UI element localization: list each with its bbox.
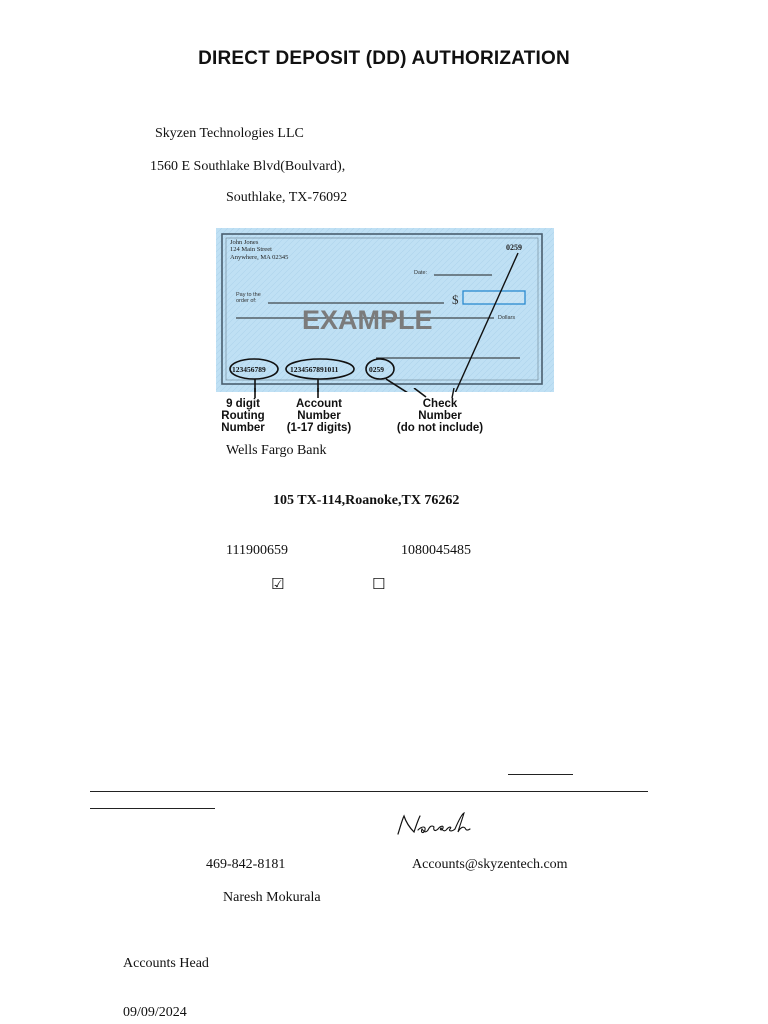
check-dollar-sign: $ <box>452 292 459 307</box>
routing-number: 111900659 <box>226 543 288 558</box>
page-title: DIRECT DEPOSIT (DD) AUTHORIZATION <box>198 48 570 69</box>
check-owner-street: 124 Main Street <box>230 246 272 253</box>
account-caption: Account Number (1-17 digits) <box>286 398 352 434</box>
check-routing-example: 123456789 <box>232 365 266 374</box>
signed-date: 09/09/2024 <box>123 1005 187 1020</box>
handwritten-signature <box>392 808 482 840</box>
signer-title: Accounts Head <box>123 956 209 971</box>
signer-name: Naresh Mokurala <box>223 890 321 905</box>
date-line <box>508 774 573 775</box>
signer-email[interactable]: Accounts@skyzentech.com <box>412 857 568 872</box>
check-number-example: 0259 <box>369 365 384 374</box>
signer-phone: 469-842-8181 <box>206 857 286 872</box>
check-dollars-label: Dollars <box>498 315 516 321</box>
checking-checkbox[interactable]: ☑ <box>271 575 285 593</box>
check-date-label: Date: <box>414 270 428 276</box>
savings-checkbox[interactable]: ☐ <box>372 575 386 593</box>
check-number-caption: Check Number (do not include) <box>396 398 484 434</box>
check-pay-label-2: order of: <box>236 298 257 304</box>
name-line <box>90 808 215 809</box>
bank-name: Wells Fargo Bank <box>226 443 327 458</box>
check-amount-box <box>463 291 525 304</box>
check-account-example: 1234567891011 <box>290 365 339 374</box>
example-check-image <box>216 228 554 392</box>
check-pay-label-1: Pay to the <box>236 292 261 298</box>
check-watermark: EXAMPLE <box>302 305 433 335</box>
account-number: 1080045485 <box>401 543 471 558</box>
check-owner-name: John Jones <box>230 239 259 246</box>
check-number-top: 0259 <box>506 243 522 252</box>
check-owner-city: Anywhere, MA 02345 <box>230 254 289 261</box>
signature-line <box>90 791 648 792</box>
company-address-line1: 1560 E Southlake Blvd(Boulvard), <box>150 159 346 174</box>
bank-address: 105 TX-114,Roanoke,TX 76262 <box>273 493 460 508</box>
routing-caption: 9 digit Routing Number <box>221 398 265 434</box>
company-address-line2: Southlake, TX-76092 <box>226 190 348 205</box>
company-name: Skyzen Technologies LLC <box>155 126 304 141</box>
